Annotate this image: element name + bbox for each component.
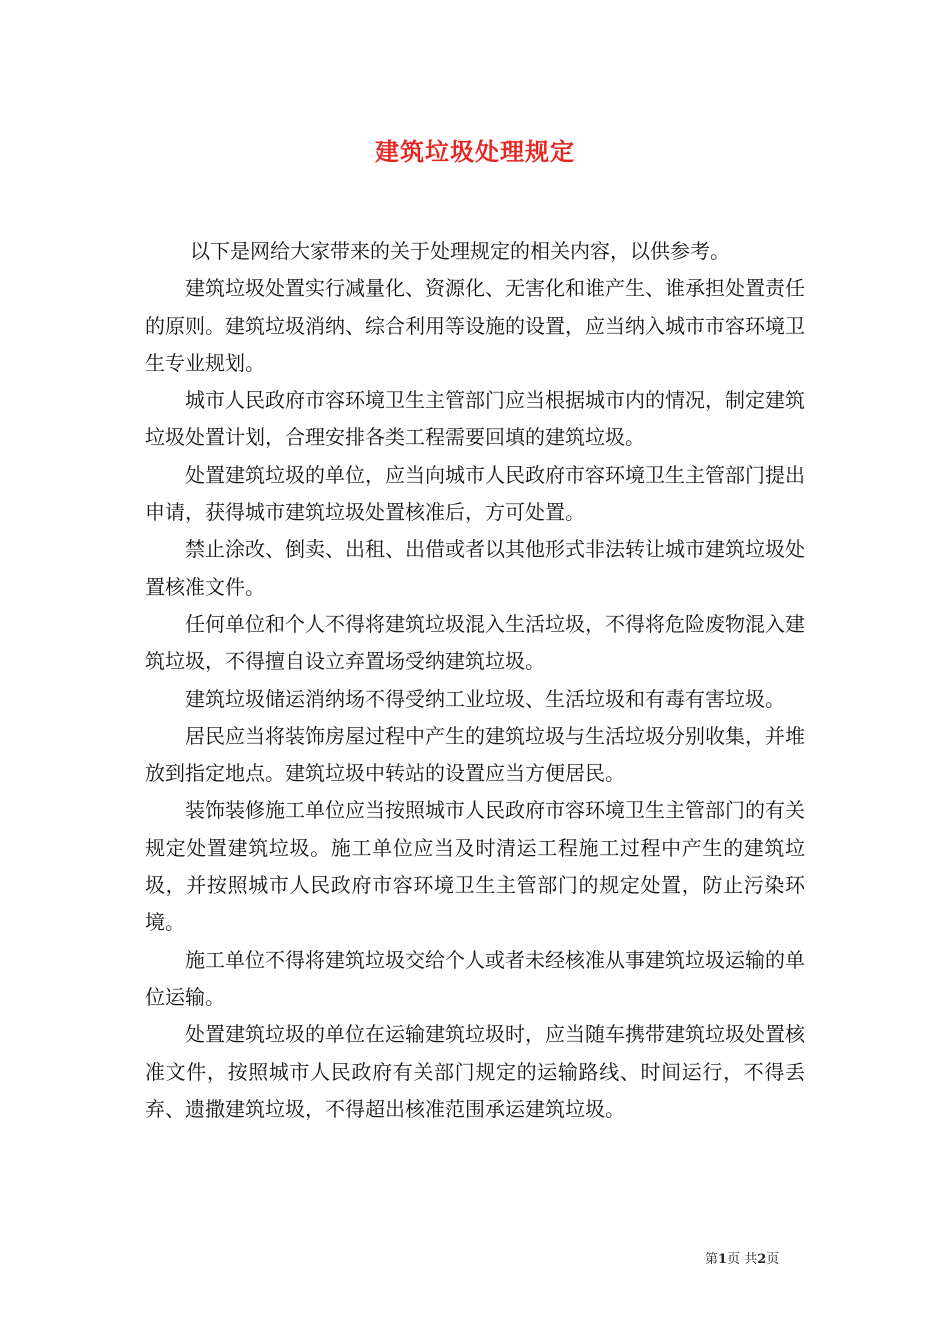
- paragraph: 禁止涂改、倒卖、出租、出借或者以其他形式非法转让城市建筑垃圾处置核准文件。: [145, 537, 805, 599]
- paragraph: 居民应当将装饰房屋过程中产生的建筑垃圾与生活垃圾分别收集，并堆放到指定地点。建筑垃圾中转站的设置应当方便居民。: [145, 723, 805, 786]
- paragraph: 处置建筑垃圾的单位在运输建筑垃圾时，应当随车携带建筑垃圾处置核准文件，按照城市人民政府有关部门规定的运输路线、时间运行，不得丢弃、遗撒建筑垃圾，不得超出核准范围承运建筑垃圾。: [145, 1022, 805, 1121]
- paragraph: 城市人民政府市容环境卫生主管部门应当根据城市内的情况，制定建筑垃圾处置计划，合理安排各类工程需要回填的建筑垃圾。: [145, 388, 805, 450]
- page-number-footer: [705, 1248, 807, 1267]
- paragraph-intro: 以下是网给大家带来的关于处理规定的相关内容，以供参考。: [190, 239, 730, 263]
- paragraph: 处置建筑垃圾的单位，应当向城市人民政府市容环境卫生主管部门提出申请，获得城市建筑垃圾处置核准后，方可处置。: [145, 462, 805, 525]
- footer-total-pages: 2: [757, 1252, 767, 1267]
- paragraph: 任何单位和个人不得将建筑垃圾混入生活垃圾，不得将危险废物混入建筑垃圾，不得擅自设立弃置场受纳建筑垃圾。: [145, 611, 805, 674]
- footer-middle: 页 共: [727, 1252, 758, 1267]
- paragraph: 建筑垃圾处置实行减量化、资源化、无害化和谁产生、谁承担处置责任的原则。建筑垃圾消纳、综合利用等设施的设置，应当纳入城市市容环境卫生专业规划。: [145, 276, 805, 375]
- footer-prefix: 第: [705, 1252, 719, 1267]
- footer-current-page: 1: [718, 1252, 728, 1267]
- document-title: 建筑垃圾处理规定: [375, 137, 575, 166]
- paragraph: 施工单位不得将建筑垃圾交给个人或者未经核准从事建筑垃圾运输的单位运输。: [145, 947, 805, 1009]
- document-body: [145, 233, 805, 1128]
- paragraph: 装饰装修施工单位应当按照城市人民政府市容环境卫生主管部门的有关规定处置建筑垃圾。施工单位应当及时清运工程施工过程中产生的建筑垃圾，并按照城市人民政府市容环境卫生主管部门的规定处置，防止污染环境。: [145, 798, 805, 935]
- paragraph: 建筑垃圾储运消纳场不得受纳工业垃圾、生活垃圾和有毒有害垃圾。: [185, 686, 785, 711]
- footer-suffix: 页: [766, 1252, 780, 1267]
